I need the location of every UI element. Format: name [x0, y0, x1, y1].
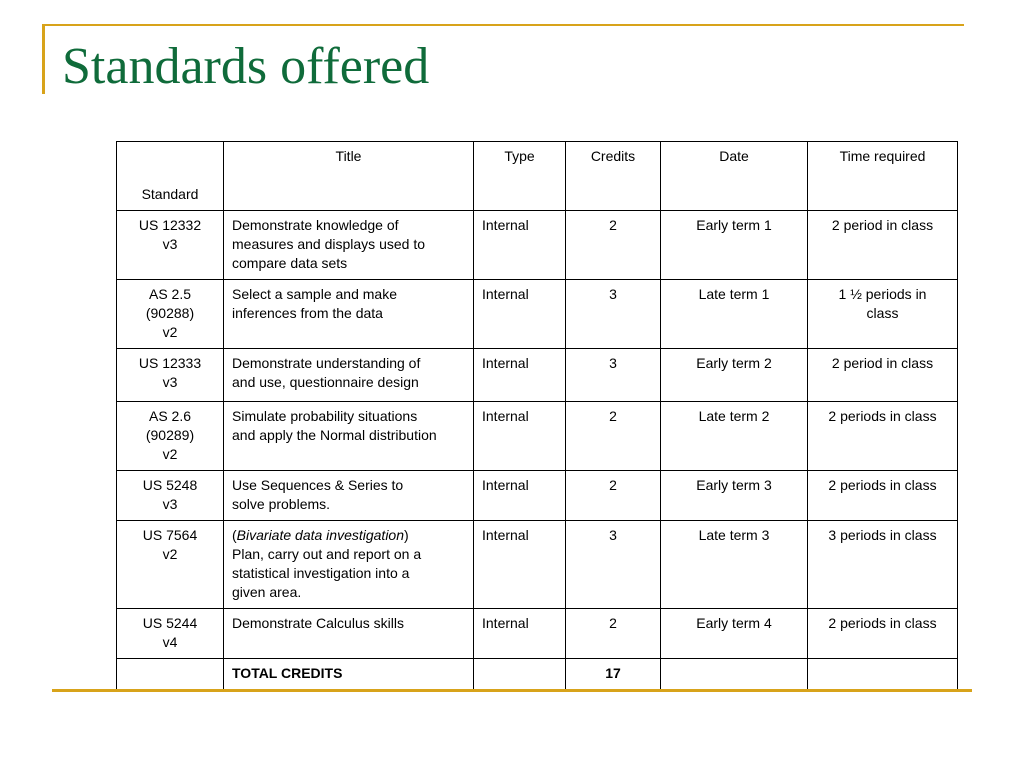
type-cell: Internal: [474, 402, 566, 471]
date-cell: Early term 3: [661, 471, 808, 521]
cell-line: v2: [162, 546, 178, 562]
credits-cell: 2: [566, 471, 661, 521]
time-required-cell: [808, 471, 958, 521]
time-required-cell: [808, 521, 958, 609]
title-cell: [224, 609, 474, 659]
total-date-cell: [661, 659, 808, 690]
table-header-row: [117, 142, 958, 211]
credits-cell: 3: [566, 280, 661, 349]
total-row: [117, 659, 958, 690]
cell-line: 1 ½ periods in: [838, 286, 927, 302]
date-cell: Early term 4: [661, 609, 808, 659]
time-required-cell: [808, 349, 958, 402]
credits-cell: 2: [566, 211, 661, 280]
title-cell: [224, 402, 474, 471]
credits-cell: 3: [566, 349, 661, 402]
cell-line: 2 period in class: [831, 355, 934, 371]
total-type-cell: [474, 659, 566, 690]
standard-cell: [117, 280, 224, 349]
type-cell: Internal: [474, 609, 566, 659]
type-cell: Internal: [474, 211, 566, 280]
title-cell: [224, 280, 474, 349]
title-italic-text: Bivariate data investigation: [236, 527, 404, 543]
total-standard-cell: [117, 659, 224, 690]
cell-line: 2 periods in class: [828, 408, 937, 424]
standard-cell: [117, 471, 224, 521]
cell-line: (90288): [145, 305, 195, 321]
table-row: [117, 521, 958, 609]
time-required-cell: [808, 211, 958, 280]
credits-cell: 2: [566, 609, 661, 659]
total-label: TOTAL CREDITS: [224, 659, 474, 690]
standard-cell: [117, 609, 224, 659]
cell-line: Demonstrate Calculus skills: [232, 615, 404, 631]
cell-line: US 7564: [142, 527, 198, 543]
title-italic-line: (Bivariate data investigation): [232, 527, 409, 543]
cell-line: 2 periods in class: [828, 615, 937, 631]
table-row: [117, 402, 958, 471]
cell-line: AS 2.5: [148, 286, 192, 302]
slide-title: Standards offered: [62, 38, 430, 95]
table-row: [117, 471, 958, 521]
cell-line: US 5244: [142, 615, 198, 631]
cell-line: v2: [162, 446, 178, 462]
cell-line: Demonstrate knowledge of: [232, 217, 399, 233]
cell-line: 3 periods in class: [828, 527, 937, 543]
cell-line: Demonstrate understanding of: [232, 355, 421, 371]
cell-line: Simulate probability situations: [232, 408, 418, 424]
title-cell: [224, 349, 474, 402]
standard-cell: [117, 402, 224, 471]
standard-cell: [117, 349, 224, 402]
cell-line: Plan, carry out and report on a: [232, 546, 422, 562]
cell-line: given area.: [232, 584, 302, 600]
total-time-cell: [808, 659, 958, 690]
date-cell: Early term 2: [661, 349, 808, 402]
date-cell: Early term 1: [661, 211, 808, 280]
cell-line: measures and displays used to: [232, 236, 425, 252]
credits-cell: 2: [566, 402, 661, 471]
cell-line: inferences from the data: [232, 305, 383, 321]
cell-line: US 5248: [142, 477, 198, 493]
time-required-cell: [808, 402, 958, 471]
date-cell: Late term 3: [661, 521, 808, 609]
cell-line: Select a sample and make: [232, 286, 397, 302]
table-row: [117, 349, 958, 402]
cell-line: AS 2.6: [148, 408, 192, 424]
cell-line: Use Sequences & Series to: [232, 477, 404, 493]
header-standard: Standard: [117, 142, 224, 211]
type-cell: Internal: [474, 471, 566, 521]
cell-line: (90289): [145, 427, 195, 443]
cell-line: and apply the Normal distribution: [232, 427, 437, 443]
cell-line: US 12333: [138, 355, 202, 371]
credits-cell: 3: [566, 521, 661, 609]
cell-line: v3: [162, 374, 178, 390]
cell-line: v3: [162, 496, 178, 512]
table-row: [117, 609, 958, 659]
time-required-cell: [808, 280, 958, 349]
cell-line: 2 period in class: [831, 217, 934, 233]
header-time-required: Time required: [808, 142, 958, 211]
title-cell: [224, 521, 474, 609]
header-date: Date: [661, 142, 808, 211]
header-type: Type: [474, 142, 566, 211]
standard-cell: [117, 521, 224, 609]
cell-line: v2: [162, 324, 178, 340]
time-required-cell: [808, 609, 958, 659]
cell-line: class: [866, 305, 899, 321]
cell-line: and use, questionnaire design: [232, 374, 419, 390]
date-cell: Late term 2: [661, 402, 808, 471]
total-credits: 17: [566, 659, 661, 690]
cell-line: compare data sets: [232, 255, 348, 271]
type-cell: Internal: [474, 349, 566, 402]
cell-line: 2 periods in class: [828, 477, 937, 493]
cell-line: statistical investigation into a: [232, 565, 410, 581]
standards-table: [116, 141, 958, 690]
table-row: [117, 211, 958, 280]
title-cell: [224, 471, 474, 521]
title-cell: [224, 211, 474, 280]
table-row: [117, 280, 958, 349]
header-title: Title: [224, 142, 474, 211]
type-cell: Internal: [474, 521, 566, 609]
standard-cell: [117, 211, 224, 280]
cell-line: US 12332: [138, 217, 202, 233]
cell-line: solve problems.: [232, 496, 331, 512]
header-credits: Credits: [566, 142, 661, 211]
type-cell: Internal: [474, 280, 566, 349]
accent-top-line: [42, 24, 964, 26]
cell-line: v4: [162, 634, 178, 650]
accent-vertical-line: [42, 24, 45, 94]
accent-bottom-line: [52, 689, 972, 692]
date-cell: Late term 1: [661, 280, 808, 349]
cell-line: v3: [162, 236, 178, 252]
